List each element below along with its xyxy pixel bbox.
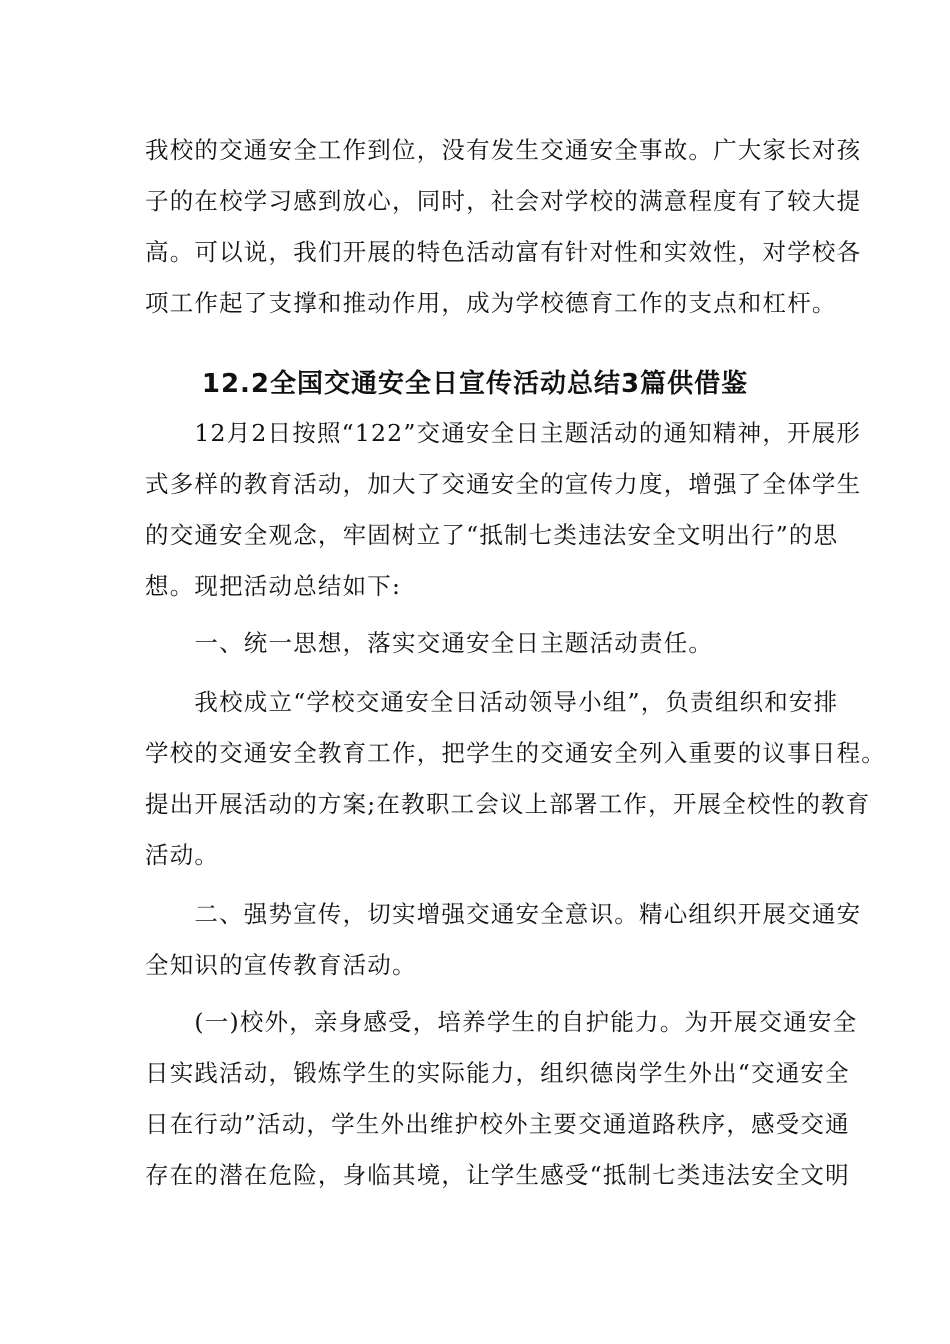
body-line: 的交通安全观念，牢固树立了“抵制七类违法安全文明出行”的思 [145, 521, 839, 549]
body-line: 式多样的教育活动，加大了交通安全的宣传力度，增强了全体学生 [145, 470, 862, 498]
document-title: 12.2全国交通安全日宣传活动总结3篇供借鉴 [201, 369, 749, 399]
body-line: 想。现把活动总结如下: [145, 572, 402, 600]
intro-line-2: 子的在校学习感到放心，同时，社会对学校的满意程度有了较大提 [145, 187, 862, 215]
body-line: 活动。 [145, 841, 220, 869]
intro-line-4: 项工作起了支撑和推动作用，成为学校德育工作的支点和杠杆。 [145, 289, 837, 317]
body-line: 提出开展活动的方案;在教职工会议上部署工作，开展全校性的教育 [145, 790, 871, 818]
body-line: 日实践活动，锻炼学生的实际能力，组织德岗学生外出“交通安全 [145, 1059, 850, 1087]
section-heading-1: 一、统一思想，落实交通安全日主题活动责任。 [145, 629, 714, 657]
body-line: 12月2日按照“122”交通安全日主题活动的通知精神，开展形 [145, 419, 862, 447]
intro-line-1: 我校的交通安全工作到位，没有发生交通安全事故。广大家长对孩 [145, 136, 862, 164]
body-line: 学校的交通安全教育工作，把学生的交通安全列入重要的议事日程。 [145, 739, 886, 767]
intro-line-3: 高。可以说，我们开展的特色活动富有针对性和实效性，对学校各 [145, 238, 862, 266]
body-line: 日在行动”活动，学生外出维护校外主要交通道路秩序，感受交通 [145, 1110, 850, 1138]
body-line: 我校成立“学校交通安全日活动领导小组”，负责组织和安排 [145, 688, 839, 716]
section-heading-2: 二、强势宣传，切实增强交通安全意识。精心组织开展交通安 [145, 900, 862, 928]
subsection-line: (一)校外，亲身感受，培养学生的自护能力。为开展交通安全 [145, 1008, 858, 1036]
body-line: 存在的潜在危险，身临其境，让学生感受“抵制七类违法安全文明 [145, 1161, 850, 1189]
body-line: 全知识的宣传教育活动。 [145, 951, 417, 979]
